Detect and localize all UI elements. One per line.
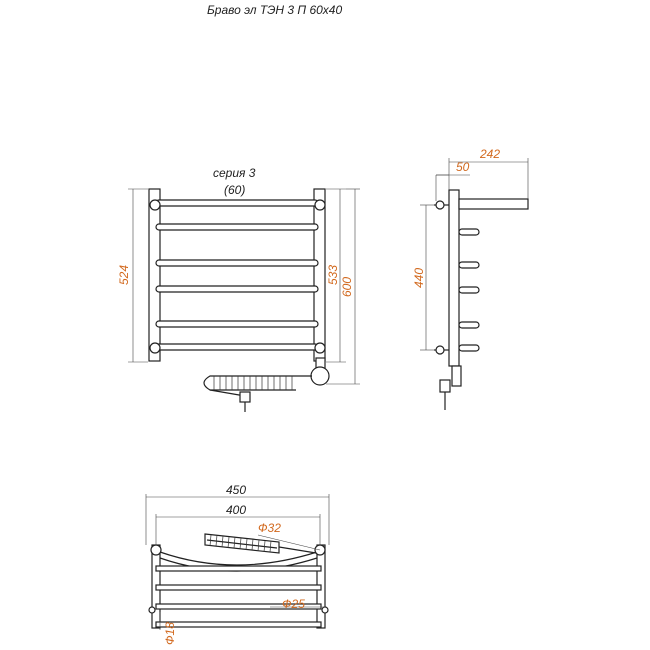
- mount-top-left: [150, 200, 160, 210]
- side-dim-lines: [420, 158, 528, 350]
- top-view: [146, 483, 329, 645]
- mount-bottom-left: [150, 343, 160, 353]
- front-view: [117, 166, 360, 412]
- side-heater: [452, 366, 461, 386]
- dim-600: 600: [340, 276, 354, 297]
- mount-top-right: [315, 200, 325, 210]
- front-rungs: [156, 200, 318, 350]
- left-post: [149, 189, 160, 361]
- side-view: [412, 147, 528, 410]
- dim-450: 450: [226, 483, 247, 497]
- series-sub-label: (60): [224, 183, 246, 197]
- dim-440: 440: [412, 267, 426, 288]
- plug: [240, 392, 250, 402]
- right-post: [314, 189, 325, 361]
- side-post: [449, 190, 459, 366]
- dim-242: 242: [480, 147, 501, 161]
- series-label: серия 3: [213, 166, 256, 180]
- dim-diam-32: Ф32: [258, 521, 281, 535]
- dim-524: 524: [117, 264, 131, 285]
- side-rungs: [459, 229, 479, 351]
- dim-50: 50: [456, 160, 470, 174]
- dim-diam-18: Ф18: [163, 622, 177, 645]
- dim-400: 400: [226, 503, 247, 517]
- dim-diam-25: Ф25: [282, 597, 305, 611]
- drawing-title: Браво эл ТЭН 3 П 60х40: [207, 3, 343, 17]
- heater-knob: [311, 367, 329, 385]
- side-top-arm: [459, 199, 528, 209]
- mount-bottom-right: [315, 343, 325, 353]
- dim-533: 533: [326, 264, 340, 285]
